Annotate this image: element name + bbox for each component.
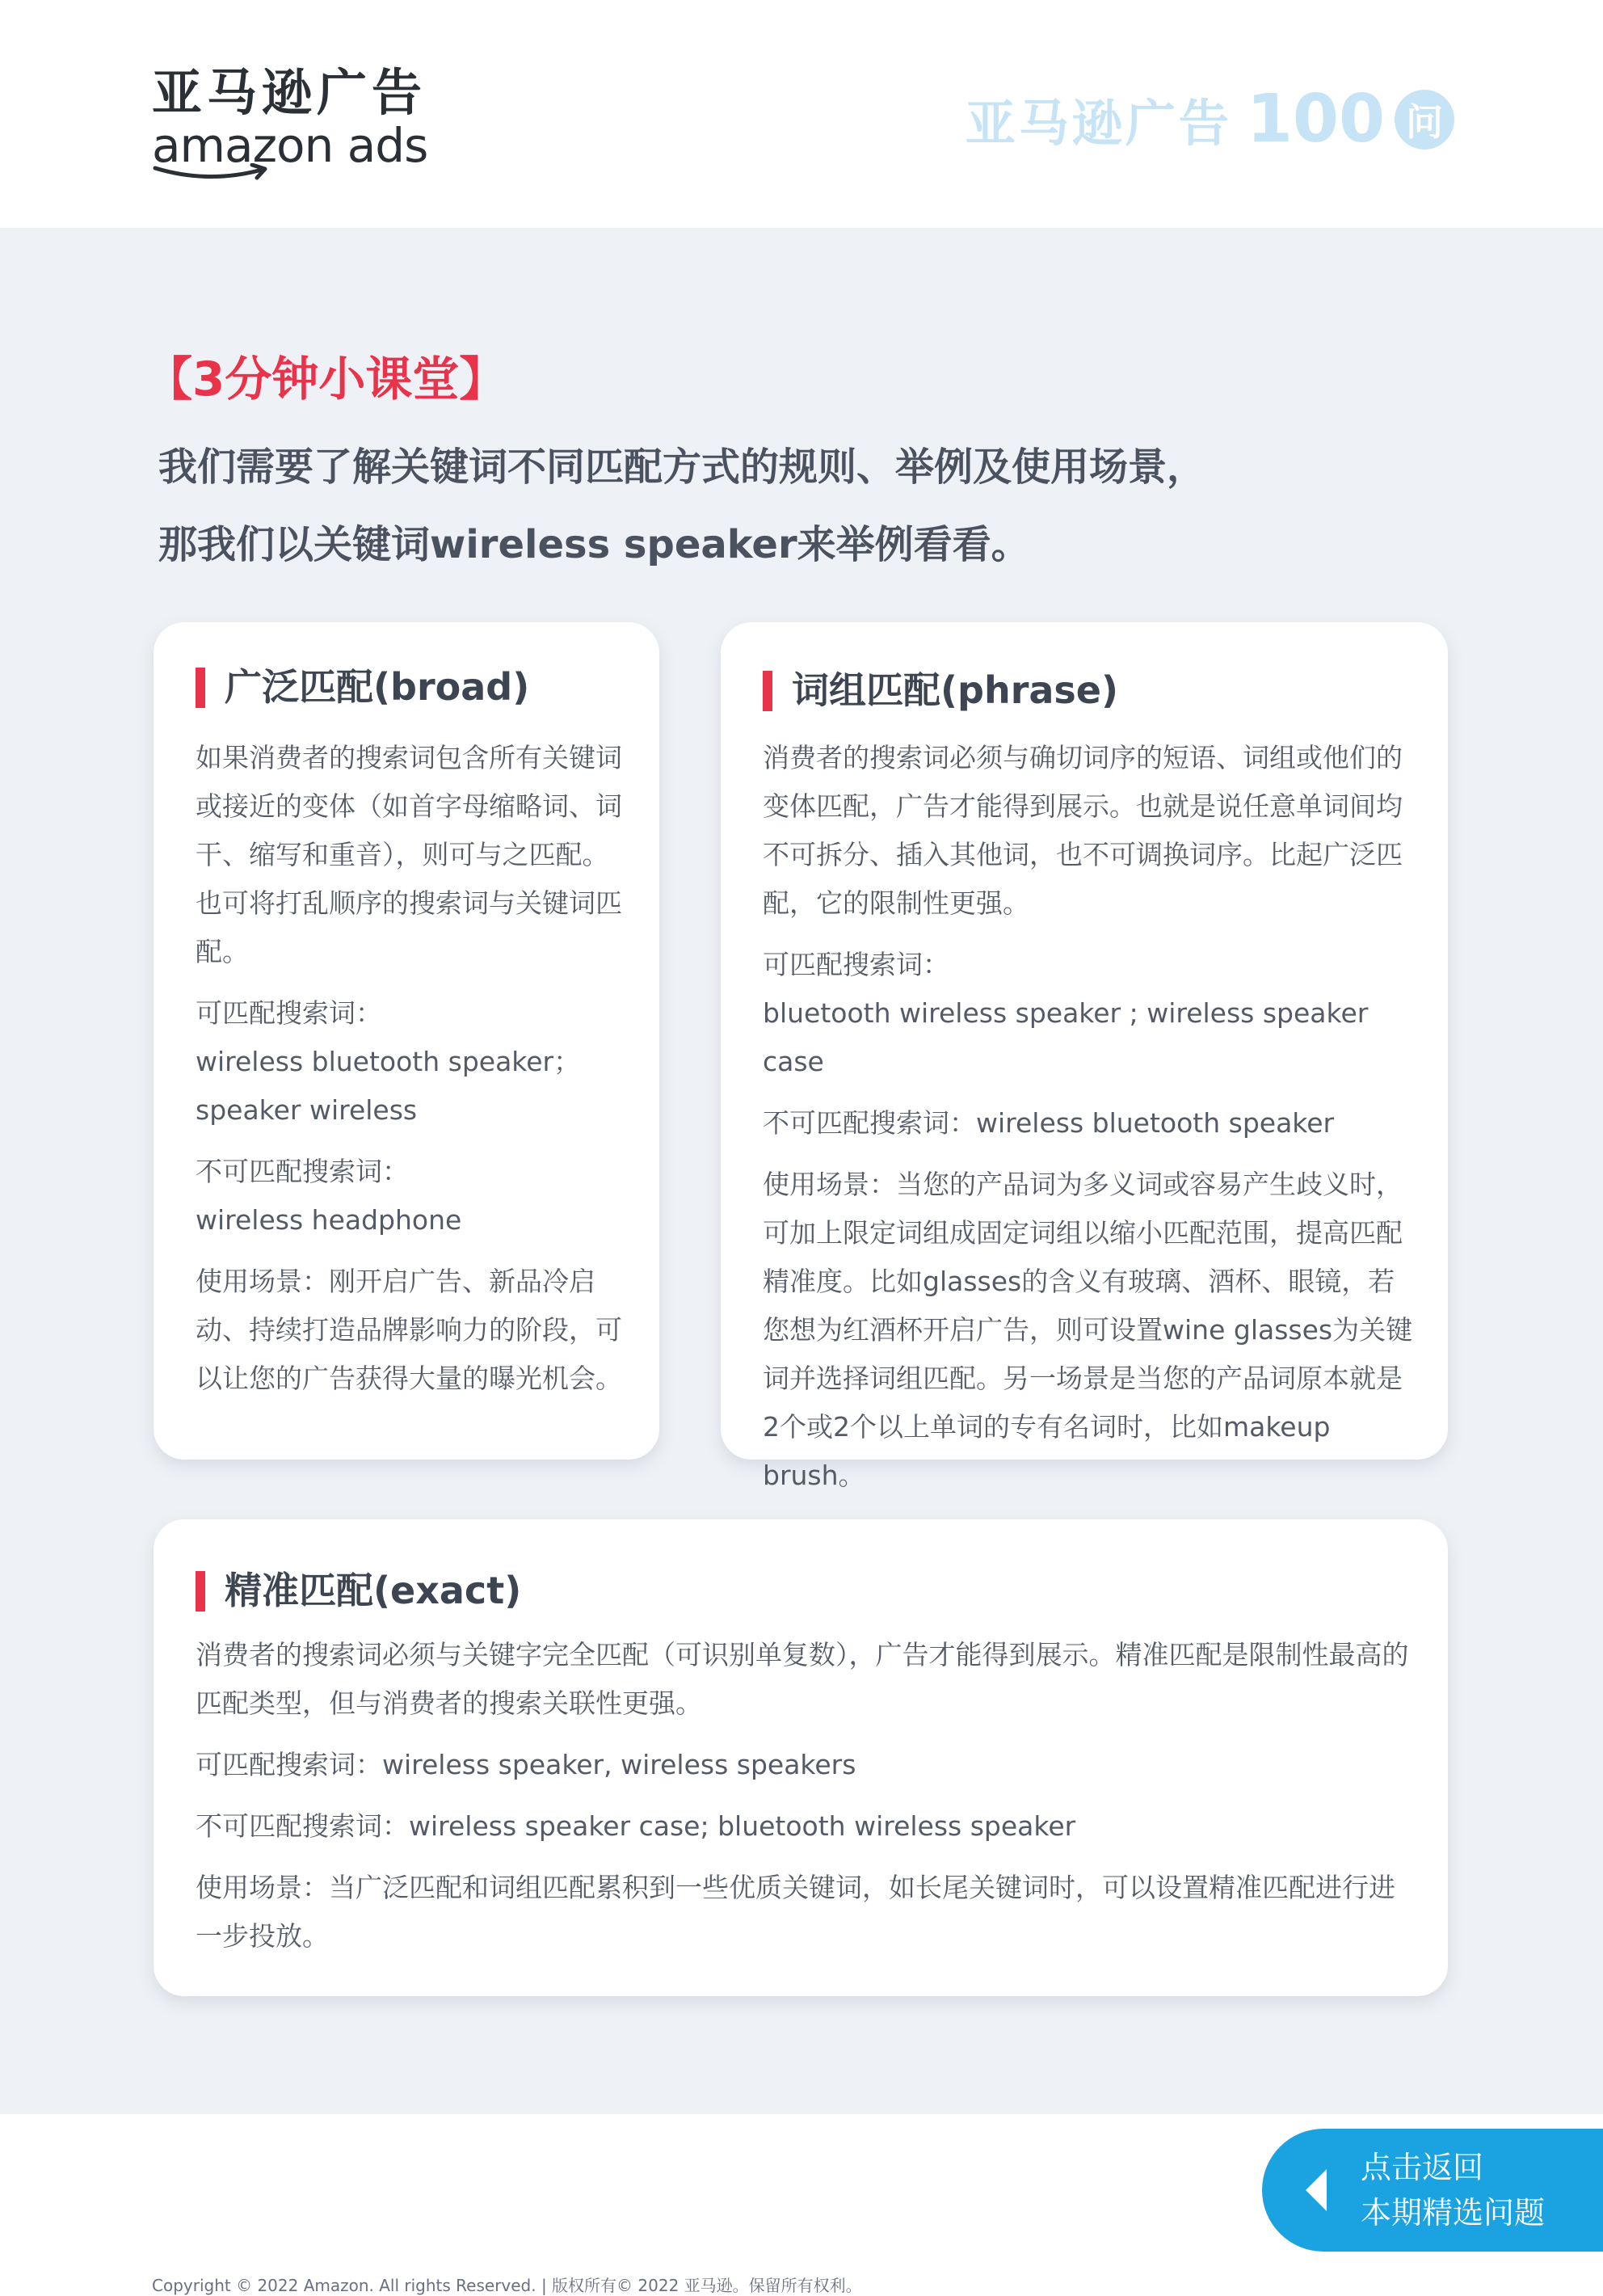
exact-match-card: [154, 1519, 1448, 1996]
phrase-match-examples: [763, 941, 1416, 1086]
amazon-ads-logo: [152, 63, 428, 173]
broad-description: 如果消费者的搜索词包含所有关键词或接近的变体（如首字母缩略词、词干、缩写和重音），则可与之匹配。也可将打乱顺序的搜索词与关键词匹配。: [196, 742, 622, 967]
logo-en: amazon ads: [152, 118, 428, 173]
series-question-badge: 问: [1395, 90, 1454, 150]
broad-match-card: [154, 622, 659, 1460]
smile-arrow-icon: [152, 163, 273, 183]
back-button-text: [1361, 2145, 1545, 2235]
broad-usage: 使用场景：刚开启广告、新品冷启动、持续打造品牌影响力的阶段，可以让您的广告获得大量的曝光机会。: [196, 1266, 622, 1394]
phrase-description: 消费者的搜索词必须与确切词序的短语、词组或他们的变体匹配，广告才能得到展示。也就是说任意单词间均不可拆分、插入其他词，也不可调换词序。比起广泛匹配，它的限制性更强。: [763, 742, 1403, 919]
phrase-usage: 使用场景：当您的产品词为多义词或容易产生歧义时，可加上限定词组成固定词组以缩小匹配范围，提高匹配精准度。比如glasses的含义有玻璃、酒杯、眼镜，若您想为红酒杯开启广告，则可设置wine glasses为关键词并选择词组匹配。另一场景是当您的产品词原本就是2个或2个以上单词的专有名词时，比如makeup brush。: [763, 1169, 1413, 1491]
phrase-match-card: [721, 622, 1448, 1491]
back-arrow-icon: [1306, 2169, 1327, 2211]
back-button-line-1: 点击返回: [1361, 2150, 1484, 2185]
broad-nomatch-examples: [196, 1148, 627, 1245]
exact-usage: 使用场景：当广泛匹配和词组匹配累积到一些优质关键词，如长尾关键词时，可以设置精准匹配进行进一步投放。: [196, 1872, 1395, 1952]
back-to-questions-button[interactable]: [1262, 2129, 1603, 2252]
phrase-match-value: bluetooth wireless speaker ; wireless speaker case: [763, 997, 1369, 1077]
page-header: [0, 0, 1603, 228]
logo-cn: 亚马逊广告: [152, 63, 427, 122]
intro-line-2: 那我们以关键词wireless speaker来举例看看。: [158, 522, 1030, 567]
copyright-text: Copyright © 2022 Amazon. All rights Reserved. | 版权所有© 2022 亚马逊。保留所有权利。: [152, 2276, 862, 2295]
intro-line-1: 我们需要了解关键词不同匹配方式的规则、举例及使用场景，: [158, 444, 1206, 490]
phrase-match-title: 词组匹配(phrase): [763, 666, 1118, 714]
exact-match: 可匹配搜索词：wireless speaker, wireless speakers: [196, 1749, 856, 1780]
exact-match-body: [196, 1631, 1416, 1974]
series-title-cn: 亚马逊广告: [965, 94, 1232, 153]
exact-description: 消费者的搜索词必须与关键字完全匹配（可识别单复数），广告才能得到展示。精准匹配是限制性最高的匹配类型，但与消费者的搜索关联性更强。: [196, 1639, 1409, 1719]
exact-nomatch: 不可匹配搜索词：wireless speaker case; bluetooth wireless speaker: [196, 1810, 1076, 1842]
back-button-line-2: 本期精选问题: [1361, 2195, 1546, 2231]
broad-nomatch-label: 不可匹配搜索词：: [196, 1156, 409, 1187]
phrase-match-label: 可匹配搜索词：: [763, 949, 949, 980]
series-title-number: 100: [1246, 81, 1385, 158]
lesson-intro: [158, 428, 1205, 583]
exact-match-title: 精准匹配(exact): [196, 1566, 521, 1615]
broad-match-value: wireless bluetooth speaker；speaker wireless: [196, 1046, 581, 1126]
broad-match-examples: [196, 989, 627, 1135]
phrase-nomatch: 不可匹配搜索词：wireless bluetooth speaker: [763, 1107, 1335, 1139]
series-title: [966, 81, 1454, 158]
phrase-match-body: [763, 734, 1416, 1513]
broad-match-body: [196, 734, 627, 1416]
broad-nomatch-value: wireless headphone: [196, 1204, 462, 1236]
broad-match-title: 广泛匹配(broad): [196, 663, 529, 711]
broad-match-label: 可匹配搜索词：: [196, 997, 382, 1029]
lesson-title: 【3分钟小课堂】: [145, 352, 507, 407]
